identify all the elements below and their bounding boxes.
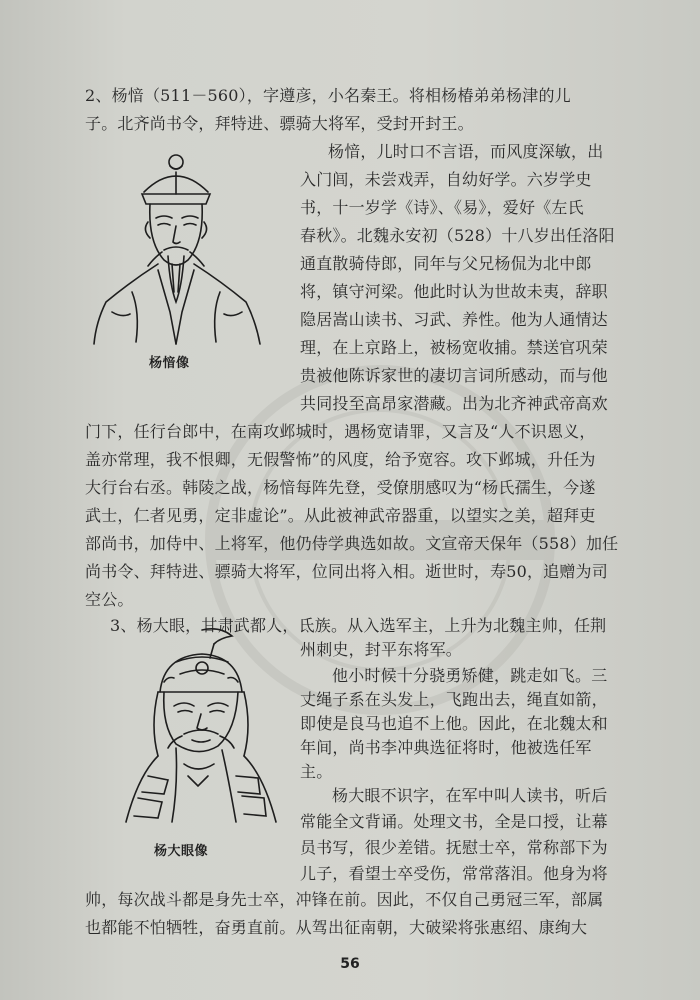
- text-line: 他小时候十分骁勇矫健，跳走如飞。三: [332, 666, 608, 685]
- text-line: 儿子，看望士卒受伤，常常落泪。他身为将: [300, 864, 608, 883]
- text-line: 大行台右丞。韩陵之战，杨愔每阵先登，受僚朋感叹为“杨氏孺生，今遂: [85, 478, 596, 497]
- text-line: 杨愔，儿时口不言语，而风度深敏，出: [328, 142, 604, 161]
- text-line: 通直散骑侍郎，同年与父兄杨侃为北中郎: [300, 254, 592, 273]
- text-line: 帅，每次战斗都是身先士卒，冲锋在前。因此，不仅自己勇冠三军，部属: [85, 890, 604, 909]
- text-line: 部尚书，加侍中、上将军，他仍侍学典选如故。文宣帝天保年（558）加任: [85, 534, 619, 553]
- portrait-yang-dayan: [118, 626, 278, 826]
- section2-intro-line2: 子。北齐尚书令，拜特进、骠骑大将军，受封开封王。: [85, 114, 474, 133]
- text-line: 共同投至高昂家潜藏。出为北齐神武帝高欢: [300, 394, 608, 413]
- section3-intro-line1: 3、杨大眼，甘肃武都人，氐族。从入选军主，上升为北魏主帅，任荆: [110, 616, 607, 635]
- text-line: 丈绳子系在头发上，飞跑出去，绳直如箭，: [300, 690, 608, 709]
- text-line: 门下，任行台郎中，在南攻邺城时，遇杨宽请罪，又言及“人不识恩义，: [85, 422, 596, 441]
- page-number: 56: [340, 956, 360, 972]
- text-line: 将，镇守河梁。他此时认为世故未夷，辞职: [300, 282, 608, 301]
- text-line: 即使是良马也追不上他。因此，在北魏太和: [300, 714, 608, 733]
- text-line: 员书写，很少差错。抚慰士卒，常称部下为: [300, 838, 608, 857]
- text-line: 尚书令、拜特进、骠骑大将军，位同出将入相。逝世时，寿50，追赠为司: [85, 562, 608, 581]
- text-line: 杨大眼不识字，在军中叫人读书，听后: [332, 786, 608, 805]
- text-line: 空公。: [85, 590, 134, 609]
- portrait-yang-yin-drawing: [92, 152, 262, 347]
- section3-intro-line2: 州刺史，封平东将军。: [300, 640, 463, 659]
- section2-intro-line1: 2、杨愔（511－560），字遵彦，小名秦王。将相杨椿弟弟杨津的儿: [85, 86, 571, 105]
- portrait-yang-yin-caption: 杨愔像: [149, 356, 190, 371]
- text-line: 常能全文背诵。处理文书，全是口授，让幕: [300, 812, 608, 831]
- text-line: 盖亦常理，我不恨卿，无假警怖”的风度，给予宽容。攻下邺城，升任为: [85, 450, 596, 469]
- text-line: 年间，尚书李冲典选征将时，他被选任军: [300, 738, 592, 757]
- text-line: 春秋》。北魏永安初（528）十八岁出任洛阳: [300, 226, 615, 245]
- portrait-yang-dayan-drawing: [118, 626, 278, 826]
- text-line: 主。: [300, 762, 333, 781]
- text-line: 武士，仁者见勇，定非虚论”。从此被神武帝器重，以望实之美，超拜吏: [85, 506, 596, 525]
- text-line: 书，十一岁学《诗》、《易》，爱好《左氏: [300, 198, 584, 217]
- portrait-yang-yin: [92, 152, 262, 347]
- text-line: 入门闾，未尝戏弄，自幼好学。六岁学史: [300, 170, 592, 189]
- text-line: 贵被他陈诉家世的凄切言词所感动，而与他: [300, 366, 608, 385]
- text-line: 也都能不怕牺牲，奋勇直前。从驾出征南朝，大破梁将张惠绍、康绚大: [85, 918, 588, 937]
- text-line: 隐居嵩山读书、习武、养性。他为人通情达: [300, 310, 608, 329]
- text-line: 理，在上京路上，被杨宽收捕。禁送官巩荣: [300, 338, 608, 357]
- portrait-yang-dayan-caption: 杨大眼像: [154, 844, 209, 859]
